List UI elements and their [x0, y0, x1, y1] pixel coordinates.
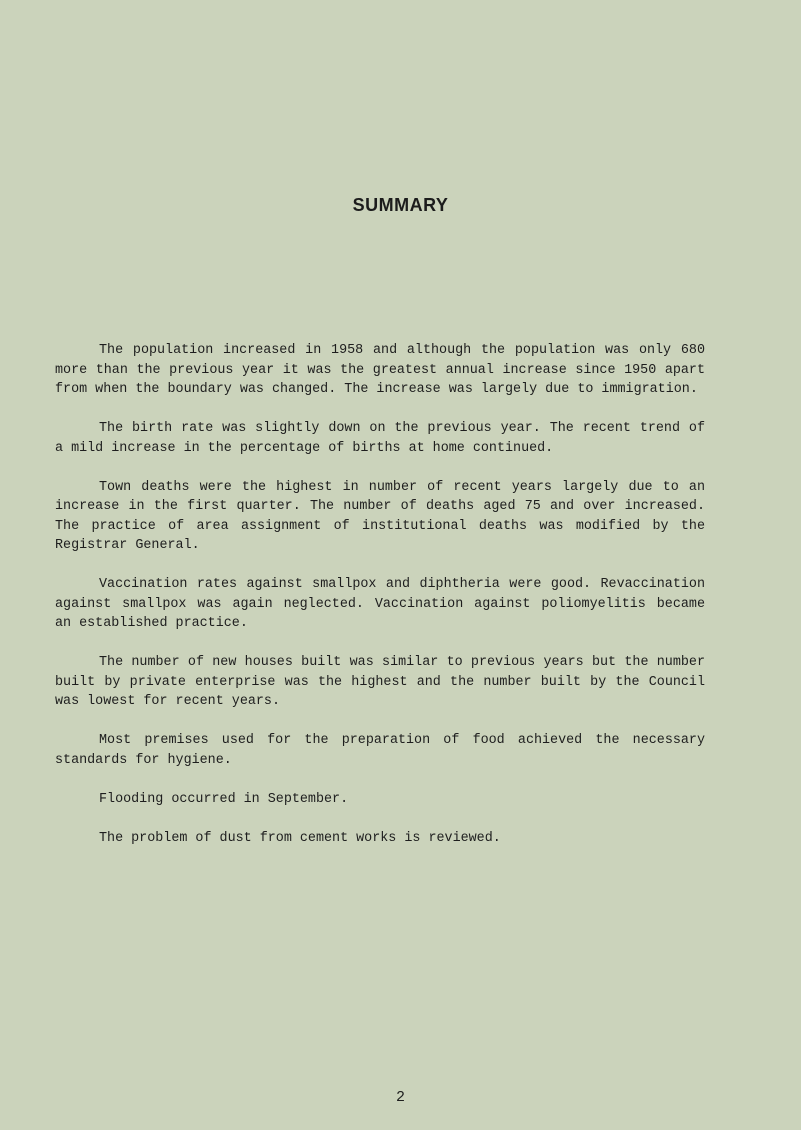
- paragraph-cement-dust: The problem of dust from cement works is reviewed.: [99, 830, 501, 846]
- paragraph-deaths: Town deaths were the highest in number of recent years largely due to an increase in the first quarter. The number of deaths aged 75 and over increased. The practice of area assignment of institutional deaths was modified by the Registrar General.: [55, 479, 705, 553]
- paragraph-vaccination: Vaccination rates against smallpox and diphtheria were good. Revaccination against smallpox was again neglected. Vaccination against poliomyelitis became an established practice.: [55, 577, 705, 631]
- paragraph-birth-rate: The birth rate was slightly down on the previous year. The recent trend of a mild increase in the percentage of births at home continued.: [55, 421, 705, 456]
- summary-body: [55, 341, 705, 848]
- page-title: SUMMARY: [352, 195, 449, 215]
- paragraph-flooding: Flooding occurred in September.: [99, 791, 349, 807]
- paragraph-food-hygiene: Most premises used for the preparation of food achieved the necessary standards for hygiene.: [55, 733, 705, 768]
- paragraph-population: The population increased in 1958 and although the population was only 680 more than the previous year it was the greatest annual increase since 1950 apart from when the boundary was changed. The increase was largely due to immigration.: [55, 343, 705, 397]
- page-number: 2: [395, 1089, 405, 1106]
- paragraph-housing: The number of new houses built was similar to previous years but the number built by private enterprise was the highest and the number built by the Council was lowest for recent years.: [55, 655, 705, 709]
